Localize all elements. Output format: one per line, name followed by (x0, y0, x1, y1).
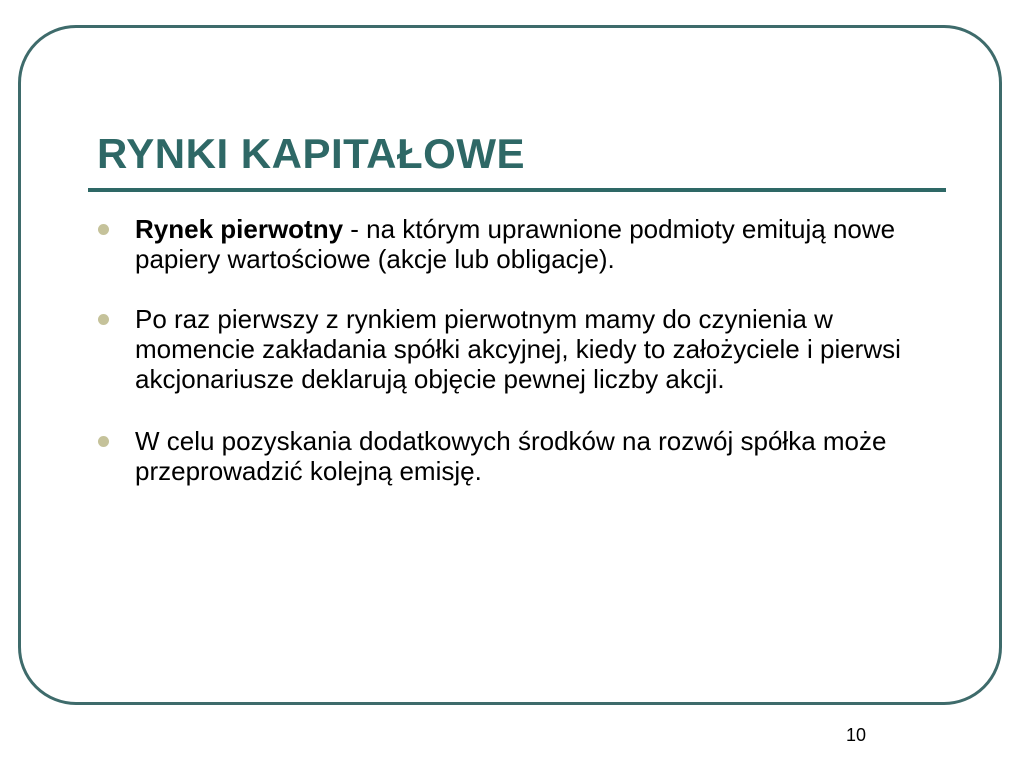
bullet-item (98, 214, 908, 274)
title-underline (88, 188, 946, 192)
bullet-dot-icon (98, 224, 109, 235)
bullet-item (98, 426, 908, 486)
bullet-text: - na którym uprawnione podmioty emitują nowe papiery wartościowe (akcje lub obligacje). (135, 214, 896, 274)
bullet-dot-icon (98, 436, 109, 447)
bullet-term: Rynek pierwotny (135, 214, 344, 244)
slide-title: RYNKI KAPITAŁOWE (97, 130, 525, 177)
bullet-dot-icon (98, 314, 109, 325)
bullet-text: W celu pozyskania dodatkowych środków na rozwój spółka może przeprowadzić kolejną emisję. (135, 426, 887, 486)
bullet-list (98, 214, 908, 516)
bullet-text: Po raz pierwszy z rynkiem pierwotnym mamy do czynienia w momencie zakładania spółki akcyjnej, kiedy to założyciele i pierwsi akcjonariusze deklarują objęcie pewnej liczby akcji. (135, 304, 901, 394)
bullet-item (98, 304, 908, 394)
page-number: 10 (846, 725, 867, 745)
